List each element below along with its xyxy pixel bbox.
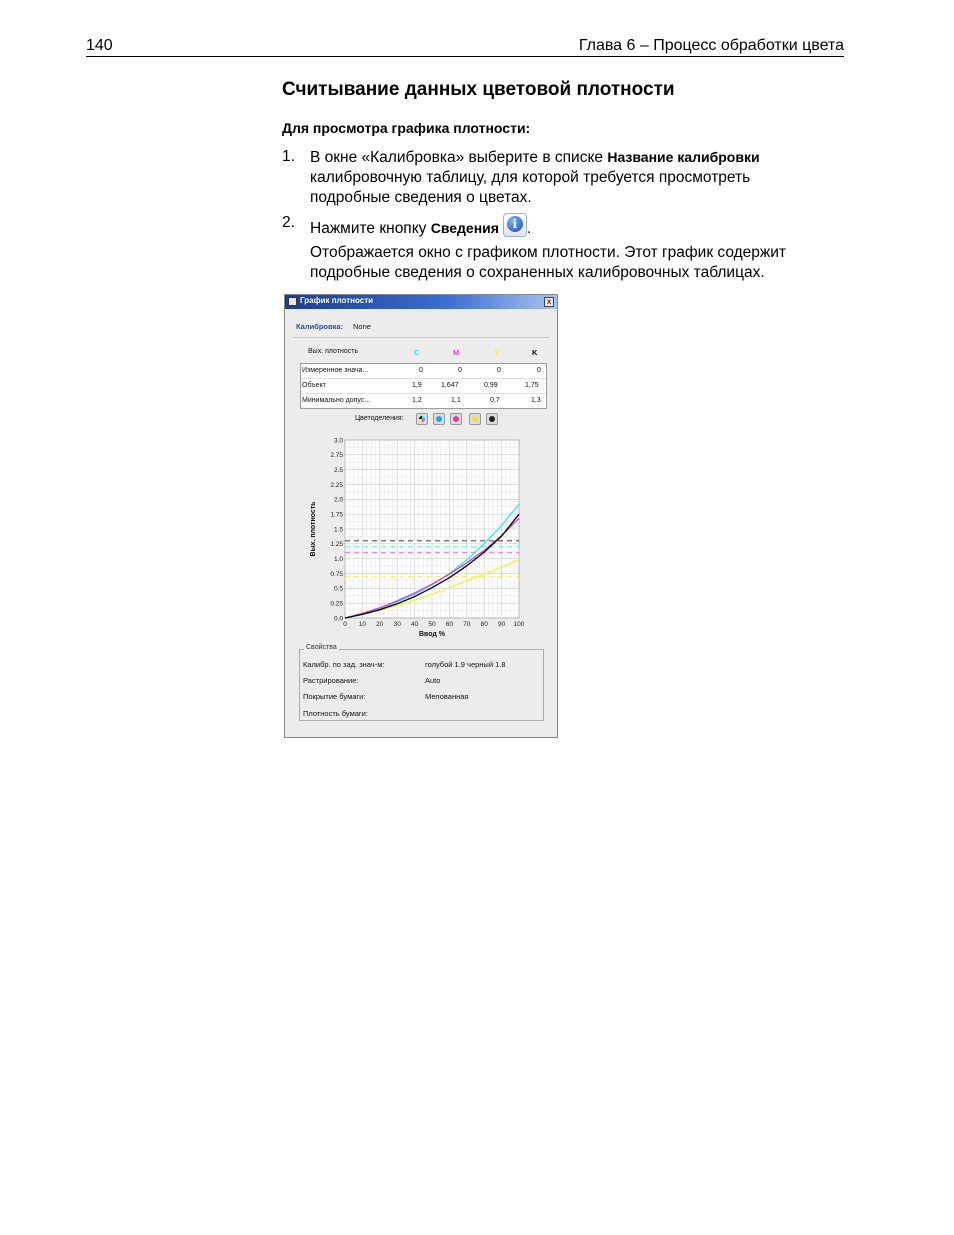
cyan-separation-icon[interactable] bbox=[433, 413, 445, 425]
property-label: Покрытие бумаги: bbox=[303, 692, 366, 701]
running-head: Глава 6 – Процесс обработки цвета bbox=[578, 37, 844, 54]
table-header-label: Вых. плотность bbox=[308, 348, 359, 355]
y-tick-label: 1.5 bbox=[333, 526, 343, 534]
dialog-titlebar bbox=[285, 295, 557, 309]
cell: 0 bbox=[419, 367, 423, 374]
y-tick-label: 1.25 bbox=[330, 541, 343, 549]
calibration-name-label: Название калибровки bbox=[607, 149, 760, 165]
properties-legend: Свойства bbox=[306, 644, 337, 651]
property-value: голубой 1.9 черный 1.8 bbox=[425, 660, 506, 669]
x-tick-label: 0 bbox=[343, 621, 347, 628]
cell: 1,647 bbox=[441, 382, 459, 389]
info-button-label: Сведения bbox=[430, 220, 499, 236]
property-label: Растрирование: bbox=[303, 676, 359, 685]
x-tick-label: 10 bbox=[358, 621, 367, 628]
table-row[interactable] bbox=[301, 394, 546, 408]
x-tick-label: 90 bbox=[497, 621, 506, 628]
step-number: 2. bbox=[282, 214, 295, 231]
row-label: Измеренное знача... bbox=[302, 367, 369, 374]
y-tick-label: 3.0 bbox=[333, 437, 343, 445]
calibration-label: Калибровка: bbox=[296, 322, 344, 331]
x-axis-label: Ввод % bbox=[418, 631, 446, 638]
step-number: 1. bbox=[282, 148, 295, 165]
divider bbox=[293, 337, 549, 338]
y-tick-label: 1.0 bbox=[333, 555, 343, 563]
cell: 1,2 bbox=[412, 397, 422, 404]
column-m: M bbox=[453, 348, 460, 357]
dialog-title: График плотности bbox=[300, 296, 374, 305]
y-tick-label: 0.5 bbox=[333, 585, 343, 593]
x-tick-label: 30 bbox=[393, 621, 401, 628]
x-tick-label: 40 bbox=[410, 621, 419, 628]
cell: 0 bbox=[458, 367, 462, 374]
x-tick-label: 70 bbox=[463, 621, 471, 628]
x-tick-label: 50 bbox=[428, 621, 436, 628]
y-tick-label: 1.75 bbox=[330, 511, 343, 519]
section-title: Считывание данных цветовой плотности bbox=[282, 79, 675, 100]
cell: 0,7 bbox=[490, 397, 500, 404]
column-y: Y bbox=[494, 348, 500, 357]
y-tick-label: 2.0 bbox=[333, 496, 343, 504]
cell: 1,75 bbox=[525, 382, 539, 389]
x-tick-label: 100 bbox=[513, 621, 525, 628]
y-tick-label: 0.75 bbox=[330, 570, 343, 578]
table-row[interactable] bbox=[301, 379, 546, 394]
cell: 0 bbox=[537, 367, 541, 374]
result-paragraph: Отображается окно с графиком плотности. Этот график содержит подробные сведения о сохраненных калибровочных таблицах. bbox=[310, 244, 787, 281]
y-tick-label: 2.5 bbox=[333, 466, 343, 474]
cell: 0 bbox=[497, 367, 501, 374]
density-table bbox=[300, 363, 547, 409]
property-label: Плотность бумаги: bbox=[303, 709, 368, 718]
x-tick-label: 60 bbox=[445, 621, 454, 628]
calibration-value: None bbox=[353, 322, 371, 331]
properties-group bbox=[299, 644, 544, 721]
x-tick-label: 80 bbox=[480, 621, 488, 628]
separations-label: Цветоделения: bbox=[355, 415, 404, 422]
density-graph-dialog bbox=[284, 294, 558, 738]
y-axis-label: Вых. плотность bbox=[310, 501, 317, 557]
close-icon[interactable]: x bbox=[544, 297, 554, 307]
y-tick-label: 2.25 bbox=[330, 481, 343, 489]
procedure-title: Для просмотра графика плотности: bbox=[282, 120, 531, 136]
cell: 1,9 bbox=[412, 382, 422, 389]
step-text: В окне «Калибровка» выберите в списке Название калибровки калибровочную таблицу, для которой требуется просмотреть подробные сведения о цветах. bbox=[310, 149, 760, 206]
row-label: Минимально допус... bbox=[302, 397, 371, 404]
page-number: 140 bbox=[86, 37, 113, 54]
property-value: Мелованная bbox=[425, 692, 469, 701]
all-separations-icon[interactable] bbox=[416, 413, 428, 425]
y-tick-label: 0.25 bbox=[330, 600, 343, 608]
density-chart bbox=[285, 431, 557, 641]
cell: 0,99 bbox=[484, 382, 498, 389]
y-tick-label: 0.0 bbox=[333, 615, 343, 623]
info-icon: i bbox=[503, 213, 527, 237]
header-rule bbox=[86, 56, 844, 57]
property-value: Auto bbox=[425, 676, 441, 685]
app-icon bbox=[288, 297, 297, 306]
row-label: Объект bbox=[302, 382, 326, 389]
x-tick-label: 20 bbox=[376, 621, 384, 628]
column-k: K bbox=[532, 348, 538, 357]
step-2 bbox=[282, 213, 822, 237]
step-1 bbox=[282, 147, 822, 209]
black-separation-icon[interactable] bbox=[486, 413, 498, 425]
yellow-separation-icon[interactable] bbox=[469, 413, 481, 425]
cell: 1,3 bbox=[531, 397, 541, 404]
cell: 1,1 bbox=[451, 397, 461, 404]
table-row[interactable] bbox=[301, 364, 546, 379]
magenta-separation-icon[interactable] bbox=[450, 413, 462, 425]
property-label: Калибр. по зад. знач-м: bbox=[303, 660, 385, 669]
column-c: C bbox=[414, 348, 420, 357]
step-text: Нажмите кнопку Сведения i . bbox=[310, 213, 820, 239]
y-tick-label: 2.75 bbox=[330, 452, 343, 460]
